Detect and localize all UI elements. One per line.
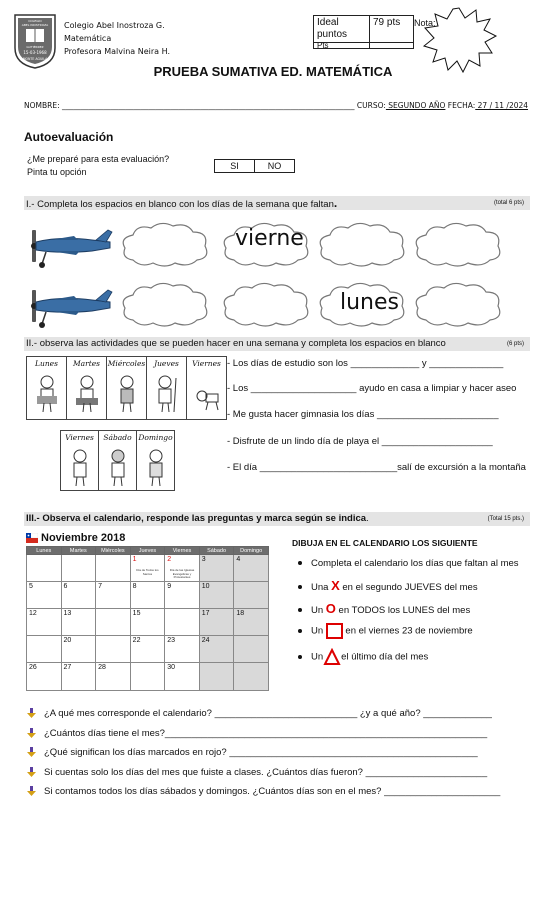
calendar-day-cell[interactable]: 10 bbox=[199, 582, 234, 609]
question-text: ¿Cuántos días tiene el mes?_____________________________________________________________ bbox=[44, 728, 488, 739]
day-cell-sabado bbox=[99, 431, 137, 491]
calendar bbox=[26, 532, 269, 691]
calendar-day-cell[interactable]: 23 bbox=[165, 636, 200, 663]
calendar-week-row bbox=[27, 582, 269, 609]
section2-points: (6 pts) bbox=[506, 341, 524, 347]
draw-instructions-title: DIBUJA EN EL CALENDARIO LOS SIGUIENTE bbox=[292, 538, 478, 548]
calendar-day-cell-holiday[interactable] bbox=[165, 555, 200, 582]
arrow-down-bullet-icon bbox=[27, 747, 36, 757]
calendar-day-cell[interactable]: 8 bbox=[130, 582, 165, 609]
calendar-week-row bbox=[27, 636, 269, 663]
cloud-day-5[interactable] bbox=[119, 280, 211, 328]
day-label: Martes bbox=[72, 359, 101, 368]
draw-item-text: Un bbox=[311, 625, 326, 637]
day-label: Miércoles bbox=[107, 359, 146, 368]
calendar-day-cell[interactable] bbox=[96, 636, 131, 663]
arrow-down-bullet-icon bbox=[27, 728, 36, 738]
draw-item-3 bbox=[298, 601, 470, 616]
red-square-icon bbox=[326, 623, 343, 639]
day-label: Viernes bbox=[65, 433, 94, 442]
curso-label: CURSO: bbox=[356, 101, 386, 110]
child-activity-illustration bbox=[105, 448, 131, 488]
section2-header bbox=[24, 337, 530, 351]
ideal-label: Ideal puntos bbox=[314, 16, 370, 43]
question-1[interactable] bbox=[27, 708, 492, 719]
holiday-note: Día de Todos los Santos bbox=[136, 568, 159, 576]
calendar-day-cell[interactable] bbox=[165, 609, 200, 636]
calendar-day-cell[interactable] bbox=[61, 555, 96, 582]
day-number: 1 bbox=[132, 556, 137, 563]
svg-text:COLEGIO: COLEGIO bbox=[28, 19, 42, 23]
cloud-word-lunes: lunes bbox=[340, 290, 399, 315]
section3-title: III.- Observa el calendario, responde las preguntas y marca según se indica bbox=[26, 513, 367, 524]
day-label: Jueves bbox=[154, 359, 179, 368]
bullet-icon bbox=[298, 561, 302, 565]
calendar-day-cell-holiday[interactable] bbox=[130, 555, 165, 582]
child-activity-illustration bbox=[194, 374, 220, 414]
section1-title: I.- Completa los espacios en blanco con los días de la semana que faltan bbox=[26, 199, 334, 210]
draw-item-1 bbox=[298, 558, 519, 569]
autoeval-question bbox=[27, 153, 169, 179]
calendar-weekday-row bbox=[27, 547, 269, 555]
child-activity-illustration bbox=[74, 374, 100, 414]
teacher-name: Profesora Malvina Neira H. bbox=[64, 47, 171, 56]
draw-item-4 bbox=[298, 623, 473, 639]
no-option[interactable]: NO bbox=[255, 160, 295, 173]
activity-sentence-4[interactable]: - Disfrute de un lindo día de playa el _____________________ bbox=[227, 436, 493, 447]
activity-sentence-3[interactable]: - Me gusta hacer gimnasia los días _______________________ bbox=[227, 409, 499, 420]
draw-item-5 bbox=[298, 648, 428, 666]
day-label: Domingo bbox=[138, 433, 173, 442]
day-label: Lunes bbox=[35, 359, 58, 368]
question-3[interactable] bbox=[27, 747, 478, 758]
cloud-day-6[interactable] bbox=[220, 280, 312, 328]
holiday-note: Día de las Iglesias Evangélicas y Protestantes bbox=[169, 568, 195, 579]
question-2[interactable] bbox=[27, 728, 487, 739]
day-label: Viernes bbox=[192, 359, 221, 368]
question-text: Si cuentas solo los días del mes que fuiste a clases. ¿Cuántos días fueron? _______________________ bbox=[44, 767, 488, 778]
calendar-day-cell[interactable] bbox=[234, 663, 269, 691]
activities-table-weekend bbox=[60, 430, 175, 491]
yes-no-table bbox=[214, 159, 295, 173]
activities-table-weekdays bbox=[26, 356, 227, 420]
draw-item-text: Una bbox=[311, 582, 332, 593]
day-label: Sábado bbox=[103, 433, 132, 442]
calendar-day-cell[interactable] bbox=[130, 663, 165, 691]
draw-item-text: Un bbox=[311, 605, 326, 616]
yes-option[interactable]: SI bbox=[215, 160, 255, 173]
calendar-day-cell[interactable]: 28 bbox=[96, 663, 131, 691]
calendar-month: Noviembre 2018 bbox=[41, 532, 126, 544]
day-number: 2 bbox=[167, 556, 172, 563]
weekday-header: Jueves bbox=[130, 547, 165, 555]
calendar-day-cell[interactable] bbox=[27, 555, 62, 582]
calendar-day-cell[interactable]: 3 bbox=[199, 555, 234, 582]
draw-item-text: en TODOS los LUNES del mes bbox=[335, 605, 471, 616]
nota-label: Nota: bbox=[414, 18, 436, 28]
section3-header bbox=[24, 512, 530, 526]
draw-item-text: Un bbox=[311, 651, 324, 663]
arrow-down-bullet-icon bbox=[27, 767, 36, 777]
ideal-value: 79 pts bbox=[370, 16, 414, 43]
calendar-week-row bbox=[27, 609, 269, 636]
bullet-icon bbox=[298, 608, 302, 612]
calendar-day-cell[interactable]: 15 bbox=[130, 609, 165, 636]
child-activity-illustration bbox=[34, 374, 60, 414]
svg-text:15-03-1968: 15-03-1968 bbox=[23, 50, 47, 55]
partial-value-cell[interactable] bbox=[370, 43, 414, 49]
weekday-header: Viernes bbox=[165, 547, 200, 555]
draw-item-2 bbox=[298, 578, 478, 593]
calendar-week-row bbox=[27, 555, 269, 582]
calendar-day-cell[interactable] bbox=[96, 609, 131, 636]
calendar-day-cell[interactable]: 9 bbox=[165, 582, 200, 609]
calendar-day-cell[interactable]: 20 bbox=[61, 636, 96, 663]
calendar-day-cell[interactable]: 30 bbox=[165, 663, 200, 691]
draw-item-text: en el segundo JUEVES del mes bbox=[339, 582, 478, 593]
calendar-day-cell[interactable]: 27 bbox=[61, 663, 96, 691]
calendar-week-row bbox=[27, 663, 269, 691]
red-x-icon: X bbox=[331, 578, 340, 593]
weekday-header: Sábado bbox=[199, 547, 234, 555]
section1-header bbox=[24, 196, 530, 210]
calendar-day-cell[interactable]: 24 bbox=[199, 636, 234, 663]
question-text: ¿Qué significan los días marcados en rojo? _______________________________________________ bbox=[44, 747, 478, 758]
section2-title: II.- observa las actividades que se pueden hacer en una semana y completa los espacios en blanco bbox=[26, 338, 446, 349]
calendar-day-cell[interactable]: 18 bbox=[234, 609, 269, 636]
child-activity-illustration bbox=[143, 448, 169, 488]
cloud-day-3[interactable] bbox=[316, 220, 408, 268]
curso-value: SEGUNDO AÑO bbox=[385, 101, 446, 110]
bullet-icon bbox=[298, 655, 302, 659]
calendar-day-cell[interactable] bbox=[234, 582, 269, 609]
school-info bbox=[64, 19, 170, 58]
cloud-day-8[interactable] bbox=[412, 280, 504, 328]
child-activity-illustration bbox=[67, 448, 93, 488]
question-text: ¿A qué mes corresponde el calendario? ___________________________ ¿y a qué año? _____________ bbox=[44, 708, 492, 719]
weekday-header: Domingo bbox=[234, 547, 269, 555]
partial-label: Pts bbox=[314, 43, 370, 49]
chile-flag-icon bbox=[26, 533, 38, 543]
weekday-header: Miércoles bbox=[96, 547, 131, 555]
day-cell-viernes-2 bbox=[61, 431, 99, 491]
child-activity-illustration bbox=[154, 374, 180, 414]
cloud-day-4[interactable] bbox=[412, 220, 504, 268]
calendar-day-cell[interactable]: 6 bbox=[61, 582, 96, 609]
calendar-day-cell[interactable] bbox=[27, 636, 62, 663]
question-text: Si contamos todos los días sábados y domingos. ¿Cuántos días son en el mes? ______________________ bbox=[44, 786, 501, 797]
arrow-down-bullet-icon bbox=[27, 708, 36, 718]
calendar-day-cell[interactable]: 7 bbox=[96, 582, 131, 609]
activity-sentence-5[interactable]: - El día __________________________salí de excursión a la montaña bbox=[227, 462, 526, 473]
question-4[interactable] bbox=[27, 767, 487, 778]
child-activity-illustration bbox=[114, 374, 140, 414]
arrow-down-bullet-icon bbox=[27, 786, 36, 796]
page-title: PRUEBA SUMATIVA ED. MATEMÁTICA bbox=[153, 64, 393, 79]
day-cell-domingo bbox=[137, 431, 175, 491]
nombre-field[interactable]: ______________________________________________________________________________ bbox=[62, 101, 355, 110]
day-cell-martes bbox=[67, 357, 107, 420]
section3-title-dot: . bbox=[366, 513, 369, 524]
red-triangle-icon bbox=[323, 648, 341, 666]
draw-item-text: en el viernes 23 de noviembre bbox=[342, 625, 473, 637]
calendar-day-cell[interactable] bbox=[199, 663, 234, 691]
calendar-day-cell[interactable]: 26 bbox=[27, 663, 62, 691]
airplane-icon bbox=[30, 222, 114, 270]
school-name: Colegio Abel Inostroza G. bbox=[64, 21, 165, 30]
day-cell-lunes bbox=[27, 357, 67, 420]
cloud-word-viernes: vierne bbox=[235, 226, 304, 251]
autoeval-title: Autoevaluación bbox=[24, 130, 114, 144]
section3-points: (Total 15 pts.) bbox=[487, 516, 524, 522]
calendar-day-cell[interactable]: 4 bbox=[234, 555, 269, 582]
question-5[interactable] bbox=[27, 786, 500, 797]
student-info-line bbox=[24, 101, 529, 110]
day-cell-miercoles bbox=[107, 357, 147, 420]
bullet-icon bbox=[298, 629, 302, 633]
day-cell-jueves bbox=[147, 357, 187, 420]
weekday-header: Martes bbox=[61, 547, 96, 555]
draw-item-text: el último día del mes bbox=[341, 651, 429, 663]
section1-points: (total 6 pts) bbox=[493, 200, 524, 206]
subject-name: Matemática bbox=[64, 34, 112, 43]
svg-text:ABEL INOSTROZA: ABEL INOSTROZA bbox=[21, 23, 49, 27]
svg-text:GUTIÉRREZ: GUTIÉRREZ bbox=[26, 45, 44, 49]
school-logo bbox=[12, 12, 58, 70]
calendar-day-cell[interactable]: 12 bbox=[27, 609, 62, 636]
cloud-day-1[interactable] bbox=[119, 220, 211, 268]
fecha-label: FECHA: bbox=[447, 101, 476, 110]
bullet-icon bbox=[298, 585, 302, 589]
airplane-icon bbox=[30, 282, 114, 330]
calendar-title-row bbox=[26, 532, 269, 544]
calendar-day-cell[interactable] bbox=[96, 555, 131, 582]
calendar-day-cell[interactable]: 5 bbox=[27, 582, 62, 609]
autoeval-instruction: Pinta tu opción bbox=[27, 167, 87, 177]
activity-sentence-1[interactable]: - Los días de estudio son los _____________ y ______________ bbox=[227, 358, 504, 369]
calendar-day-cell[interactable]: 13 bbox=[61, 609, 96, 636]
day-cell-viernes bbox=[187, 357, 227, 420]
draw-item-text: Completa el calendario los días que faltan al mes bbox=[311, 558, 519, 569]
section1-title-dot: . bbox=[333, 196, 338, 210]
fecha-value: 27 / 11 /2024 bbox=[475, 101, 529, 110]
activity-sentence-2[interactable]: - Los ____________________ ayudo en casa a limpiar y hacer aseo bbox=[227, 383, 517, 394]
calendar-day-cell[interactable]: 17 bbox=[199, 609, 234, 636]
weekday-header: Lunes bbox=[27, 547, 62, 555]
calendar-day-cell[interactable]: 22 bbox=[130, 636, 165, 663]
svg-text:MONTE AGUILA: MONTE AGUILA bbox=[22, 57, 48, 61]
score-table bbox=[313, 15, 414, 49]
calendar-grid bbox=[26, 546, 269, 691]
autoeval-question-text: ¿Me preparé para esta evaluación? bbox=[27, 154, 170, 164]
red-circle-icon: O bbox=[325, 601, 336, 616]
calendar-day-cell[interactable] bbox=[234, 636, 269, 663]
nombre-label: NOMBRE: bbox=[24, 101, 60, 110]
